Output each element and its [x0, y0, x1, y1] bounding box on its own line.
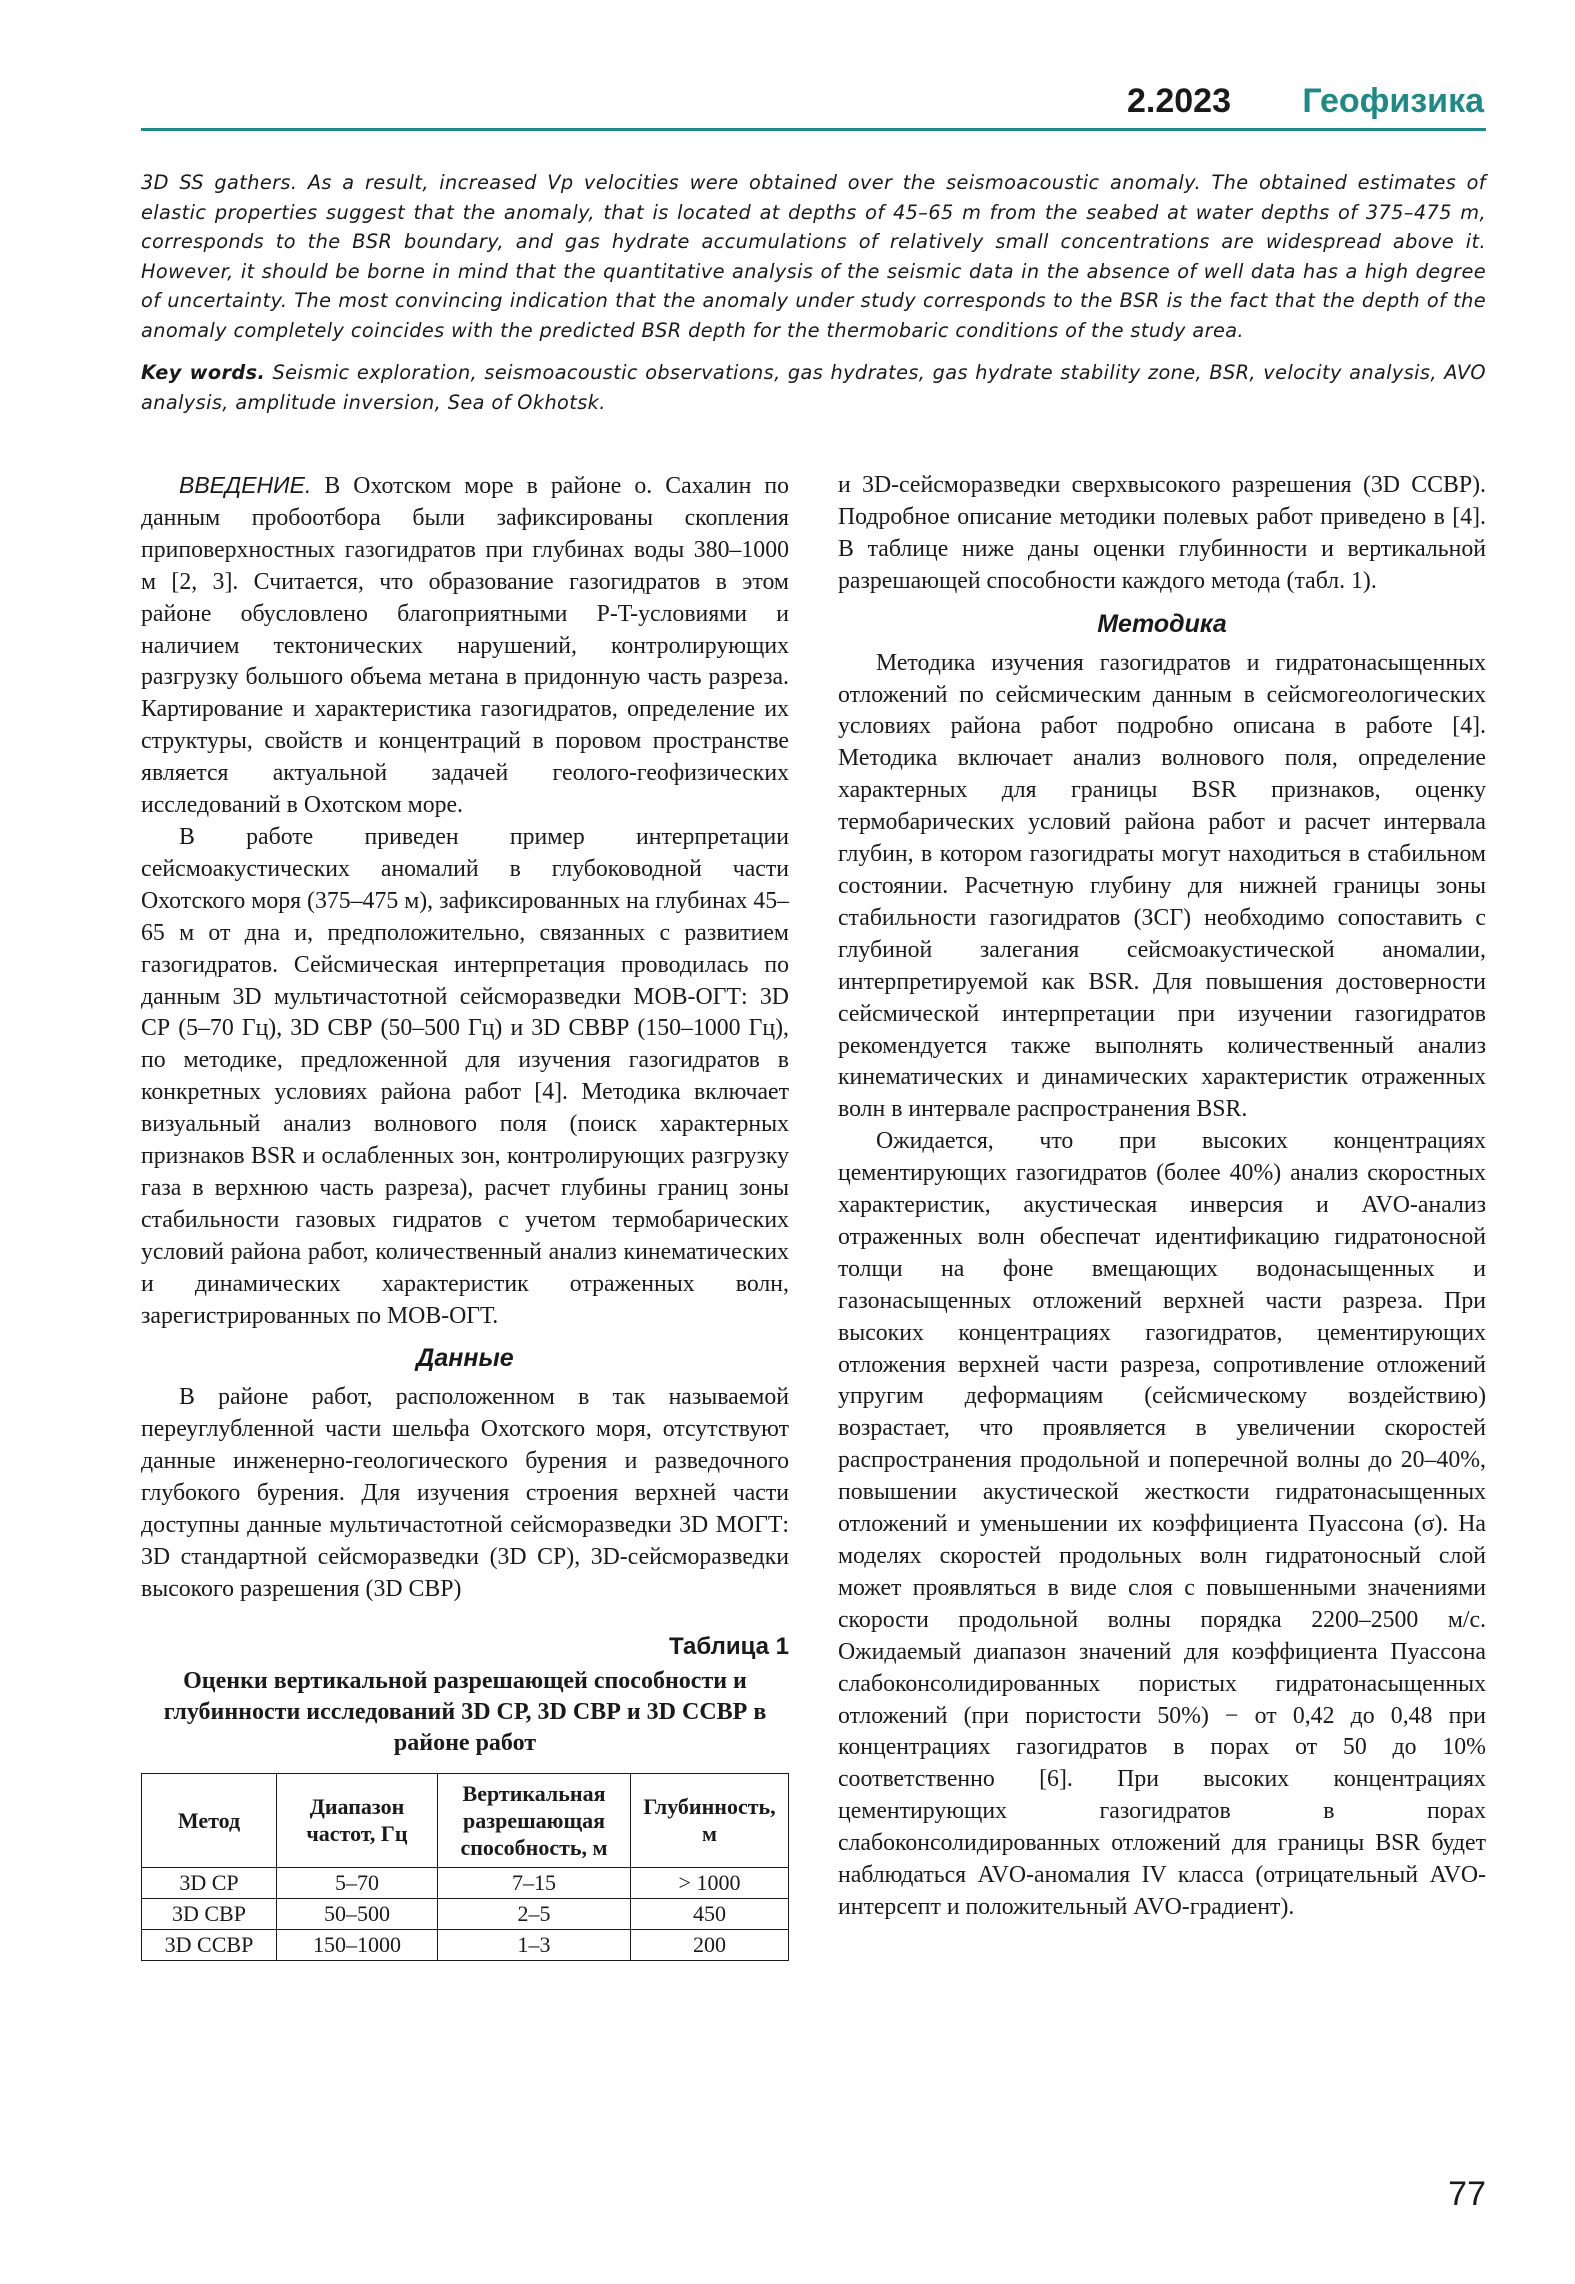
table-cell: 3D ССВР: [142, 1929, 277, 1960]
table-cell: 450: [631, 1898, 789, 1929]
table-caption: Оценки вертикальной разрешающей способности и глубинности исследований 3D СР, 3D СВР и 3D ССВР в районе работ: [163, 1667, 767, 1756]
table-cell: 5–70: [277, 1867, 438, 1898]
intro-lead: ВВЕДЕНИЕ.: [179, 472, 312, 498]
journal-title: Геофизика: [1302, 82, 1484, 120]
keywords-text: Seismic exploration, seismoacoustic observations, gas hydrates, gas hydrate stability zone, BSR, velocity analysis, AVO analysis, amplitude inversion, Sea of Okhotsk.: [141, 361, 1487, 414]
method-paragraph-2: Ожидается, что при высоких концентрациях цементирующих газогидратов (более 40%) анализ скоростных характеристик, акустическая инверсия и AVO-анализ отраженных волн обеспечат идентификацию гидратоносной толщи на фоне вмещающих водонасыщенных и газонасыщенных отложений верхней части разреза. При высоких концентрациях газогидратов, цементирующих отложения верхней части разреза, сопротивление отложений упругим деформациям (сейсмическому воздействию) возрастает, что проявляется в увеличении скоростей распространения продольной и поперечной волны до 20–40%, повышении акустической жесткости гидратонасыщенных отложений и уменьшении их коэффициента Пуассона (σ). На моделях скоростей продольных волн гидратоносный слой может проявляться в виде слоя с повышенными значениями скорости продольной волны порядка 2200–2500 м/с. Ожидаемый диапазон значений для коэффициента Пуассона слабоконсолидированных пористых гидратонасыщенных отложений (при пористости 50%) − от 0,42 до 0,48 при концентрациях газогидратов в порах от 50 до 10% соответственно [6]. При высоких концентрациях цементирующих газогидратов в порах слабоконсолидированных отложений для границы BSR будет наблюдаться AVO-аномалия IV класса (отрицательный AVO-интерсепт и положительный AVO-градиент).: [838, 1128, 1486, 1920]
table-cell: 150–1000: [277, 1929, 438, 1960]
data-paragraph: В районе работ, расположенном в так называемой переуглубленной части шельфа Охотского моря, отсутствуют данные инженерно-геологического бурения и разведочного глубокого бурения. Для изучения строения верхней части доступны данные мультичастотной сейсморазведки 3D МОГТ: 3D стандартной сейсморазведки (3D СР), 3D-сейсморазведки высокого разрешения (3D СВР): [141, 1384, 789, 1602]
table-cell: 2–5: [438, 1898, 631, 1929]
keywords: [141, 358, 1486, 417]
intro-paragraph-1: ВВЕДЕНИЕ. В Охотском море в районе о. Сахалин по данным пробоотбора были зафиксированы скопления приповерхностных газогидратов при глубинах воды 380–1000 м [2, 3]. Считается, что образование газогидратов в этом районе обусловлено благоприятными P-T-условиями и наличием тектонических нарушений, контролирующих разгрузку большого объема метана в придонную часть разреза. Картирование и характеристика газогидратов, определение их структуры, свойств и концентраций в поровом пространстве является актуальной задачей геолого-геофизических исследований в Охотском море.: [141, 472, 789, 819]
keywords-label: Key words.: [141, 361, 266, 384]
table-cell: 3D СР: [142, 1867, 277, 1898]
table-header-cell: Вертикальная разрешающая способность, м: [438, 1773, 631, 1867]
table-cell: 200: [631, 1929, 789, 1960]
table-cell: 50–500: [277, 1898, 438, 1929]
table-header-cell: Диапазон частот, Гц: [277, 1773, 438, 1867]
intro-paragraph-2: В работе приведен пример интерпретации сейсмоакустических аномалий в глубоководной части Охотского моря (375–475 м), зафиксированных на глубинах 45–65 м от дна и, предположительно, связанных с развитием газогидратов. Сейсмическая интерпретация проводилась по данным 3D мультичастотной сейсморазведки МОВ-ОГТ: 3D СР (5–70 Гц), 3D СВР (50–500 Гц) и 3D СВВР (150–1000 Гц), по методике, предложенной для изучения газогидратов в конкретных условиях района работ [4]. Методика включает визуальный анализ волнового поля (поиск характерных признаков BSR и ослабленных зон, контролирующих разгрузку газа в верхнюю часть разреза), расчет глубины границ зоны стабильности газовых гидратов с учетом термобарических условий района работ, количественный анализ кинематических и динамических характеристик отраженных волн, зарегистрированных по МОВ-ОГТ.: [141, 823, 789, 1329]
section-heading-data: Данные: [416, 1344, 514, 1373]
table-header-row: [142, 1773, 789, 1867]
table-cell: 1–3: [438, 1929, 631, 1960]
method-paragraph-1: Методика изучения газогидратов и гидратонасыщенных отложений по сейсмическим данным в сейсмогеологических условиях района работ подробно описана в работе [4]. Методика включает анализ волнового поля, определение характерных для границы BSR признаков, оценку термобарических условий района работ и расчет интервала глубин, в котором газогидраты могут находиться в стабильном состоянии. Расчетную глубину для нижней границы зоны стабильности газогидратов (ЗСГ) необходимо сопоставить с глубиной залегания сейсмоакустической аномалии, интерпретируемой как BSR. Для повышения достоверности сейсмической интерпретации при изучении газогидратов рекомендуется также выполнять количественный анализ кинематических и динамических характеристик отраженных волн в интервале распространения BSR.: [838, 649, 1486, 1123]
table-row: [142, 1867, 789, 1898]
continued-paragraph: и 3D-сейсморазведки сверхвысокого разрешения (3D ССВР). Подробное описание методики полевых работ приведено в [4]. В таблице ниже даны оценки глубинности и вертикальной разрешающей способности каждого метода (табл. 1).: [838, 472, 1486, 594]
table-row: [142, 1929, 789, 1960]
table-row: [142, 1898, 789, 1929]
table-cell: 7–15: [438, 1867, 631, 1898]
page-number: 77: [1448, 2175, 1486, 2213]
right-column: [838, 470, 1486, 1924]
table-header-cell: Метод: [142, 1773, 277, 1867]
results-table: [141, 1773, 789, 1961]
abstract-text: 3D SS gathers. As a result, increased Vp velocities were obtained over the seismoacoustic anomaly. The obtained estimates of elastic properties suggest that the anomaly, that is located at depths of 45–65 m from the seabed at water depths of 375–475 m, corresponds to the BSR boundary, and gas hydrate accumulations of relatively small concentrations are widespread above it. However, it should be borne in mind that the quantitative analysis of the seismic data in the absence of well data has a high degree of uncertainty. The most convincing indication that the anomaly under study corresponds to the BSR is the fact that the depth of the anomaly completely coincides with the predicted BSR depth for the thermobaric conditions of the study area.: [141, 171, 1486, 342]
issue-number: 2.2023: [1127, 82, 1231, 120]
section-heading-method: Методика: [1097, 609, 1227, 638]
page-header: [141, 78, 1486, 131]
table-cell: > 1000: [631, 1867, 789, 1898]
left-column: [141, 470, 789, 1961]
table-header-cell: Глубинность, м: [631, 1773, 789, 1867]
table-label: Таблица 1: [668, 1632, 789, 1660]
table-cell: 3D СВР: [142, 1898, 277, 1929]
